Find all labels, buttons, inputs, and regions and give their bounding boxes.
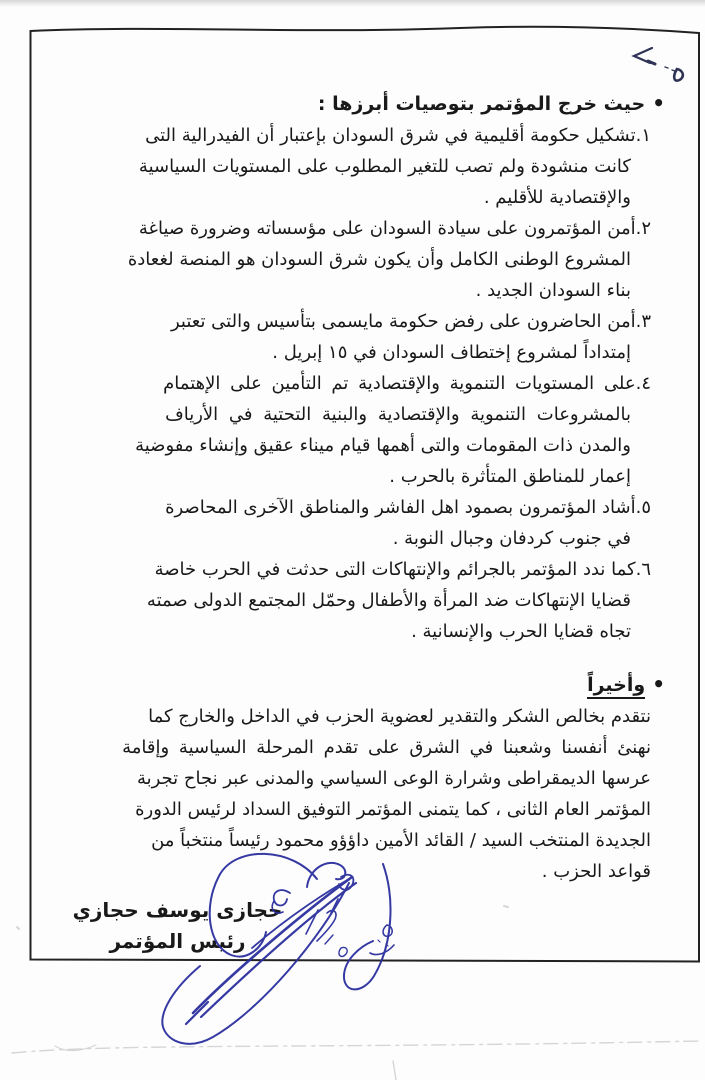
recommendation-5-line: ٥.أشاد المؤتمرون بصمود اهل الفاشر والمناطق الآخرى المحاصرة bbox=[165, 497, 651, 518]
closing-paragraph-line: نتقدم بخالص الشكر والتقدير لعضوية الحزب في الداخل والخارج كما bbox=[148, 706, 651, 727]
signatory-block bbox=[50, 895, 305, 957]
closing-paragraph-line: عرسها الديمقراطى وشرارة الوعى السياسي والمدنى عبر نجاح تجربة bbox=[136, 768, 651, 789]
bullet-icon: • bbox=[652, 672, 665, 696]
recommendation-5-line: في جنوب كردفان وجبال النوبة . bbox=[392, 528, 631, 549]
bullet-icon: • bbox=[652, 91, 665, 115]
recommendation-4-line: إعمار للمناطق المتأثرة بالحرب . bbox=[389, 466, 631, 487]
recommendation-3-line: ٣.أمن الحاضرون على رفض حكومة مايسمى بتأسيس والتى تعتبر bbox=[170, 311, 651, 332]
recommendation-6-line: تجاه قضايا الحرب والإنسانية . bbox=[411, 621, 631, 642]
closing-paragraph-line: نهنئ أنفسنا وشعبنا في الشرق على تقدم المرحلة السياسية وإقامة bbox=[122, 737, 651, 758]
closing-heading-text: وأخيراً bbox=[587, 674, 645, 699]
recommendation-6-line: قضايا الإنتهاكات ضد المرأة والأطفال وحمّل المجتمع الدولى صمته bbox=[146, 590, 631, 611]
recommendation-4-line: ٤.على المستويات التنموية والإقتصادية تم التأمين على الإهتمام bbox=[163, 373, 651, 394]
closing-paragraph-line: المؤتمر العام الثانى ، كما يتمنى المؤتمر التوفيق السداد لرئيس الدورة bbox=[135, 799, 651, 820]
recommendation-6-line: ٦.كما ندد المؤتمر بالجرائم والإنتهاكات التى حدثت في الحرب خاصة bbox=[154, 559, 651, 580]
closing-paragraph-line: قواعد الحزب . bbox=[541, 861, 651, 882]
recommendation-1-line: كانت منشودة ولم تصب للتغير المطلوب على المستويات السياسية bbox=[138, 156, 631, 177]
recommendation-4-line: والمدن ذات المقومات والتى أهمها قيام ميناء عقيق وإنشاء مفوضية bbox=[135, 435, 631, 456]
signatory-name: حجازى يوسف حجازي bbox=[72, 898, 283, 922]
recommendation-1-line: والإقتصادية للأقليم . bbox=[483, 187, 631, 208]
recommendations-heading bbox=[40, 88, 665, 120]
closing-paragraph-line: الجديدة المنتخب السيد / القائد الأمين داؤؤو محمود رئيساً منتخباً من bbox=[151, 830, 651, 851]
recommendation-4-line: بالمشروعات التنموية والإقتصادية والبنية التحتية في الأرياف bbox=[165, 404, 631, 425]
recommendation-2-line: بناء السودان الجديد . bbox=[475, 280, 631, 301]
recommendation-2-line: المشروع الوطنى الكامل وأن يكون شرق السودان هو المنصة لغعادة bbox=[127, 249, 631, 270]
recommendation-3-line: إمتداداً لمشروع إختطاف السودان في ١٥ إبريل . bbox=[272, 342, 631, 363]
signatory-title: رئيس المؤتمر bbox=[109, 929, 246, 953]
recommendation-1-line: ١.تشكيل حكومة أقليمية في شرق السودان بإعتبار أن الفيدرالية التى bbox=[145, 125, 651, 146]
document-content bbox=[40, 88, 665, 887]
recommendations-heading-text: حيث خرج المؤتمر بتوصيات أبرزها : bbox=[317, 93, 646, 115]
recommendation-2-line: ٢.أمن المؤتمرون على سيادة السودان على مؤسساته وضرورة صياغة bbox=[138, 218, 651, 239]
closing-heading bbox=[40, 669, 665, 701]
